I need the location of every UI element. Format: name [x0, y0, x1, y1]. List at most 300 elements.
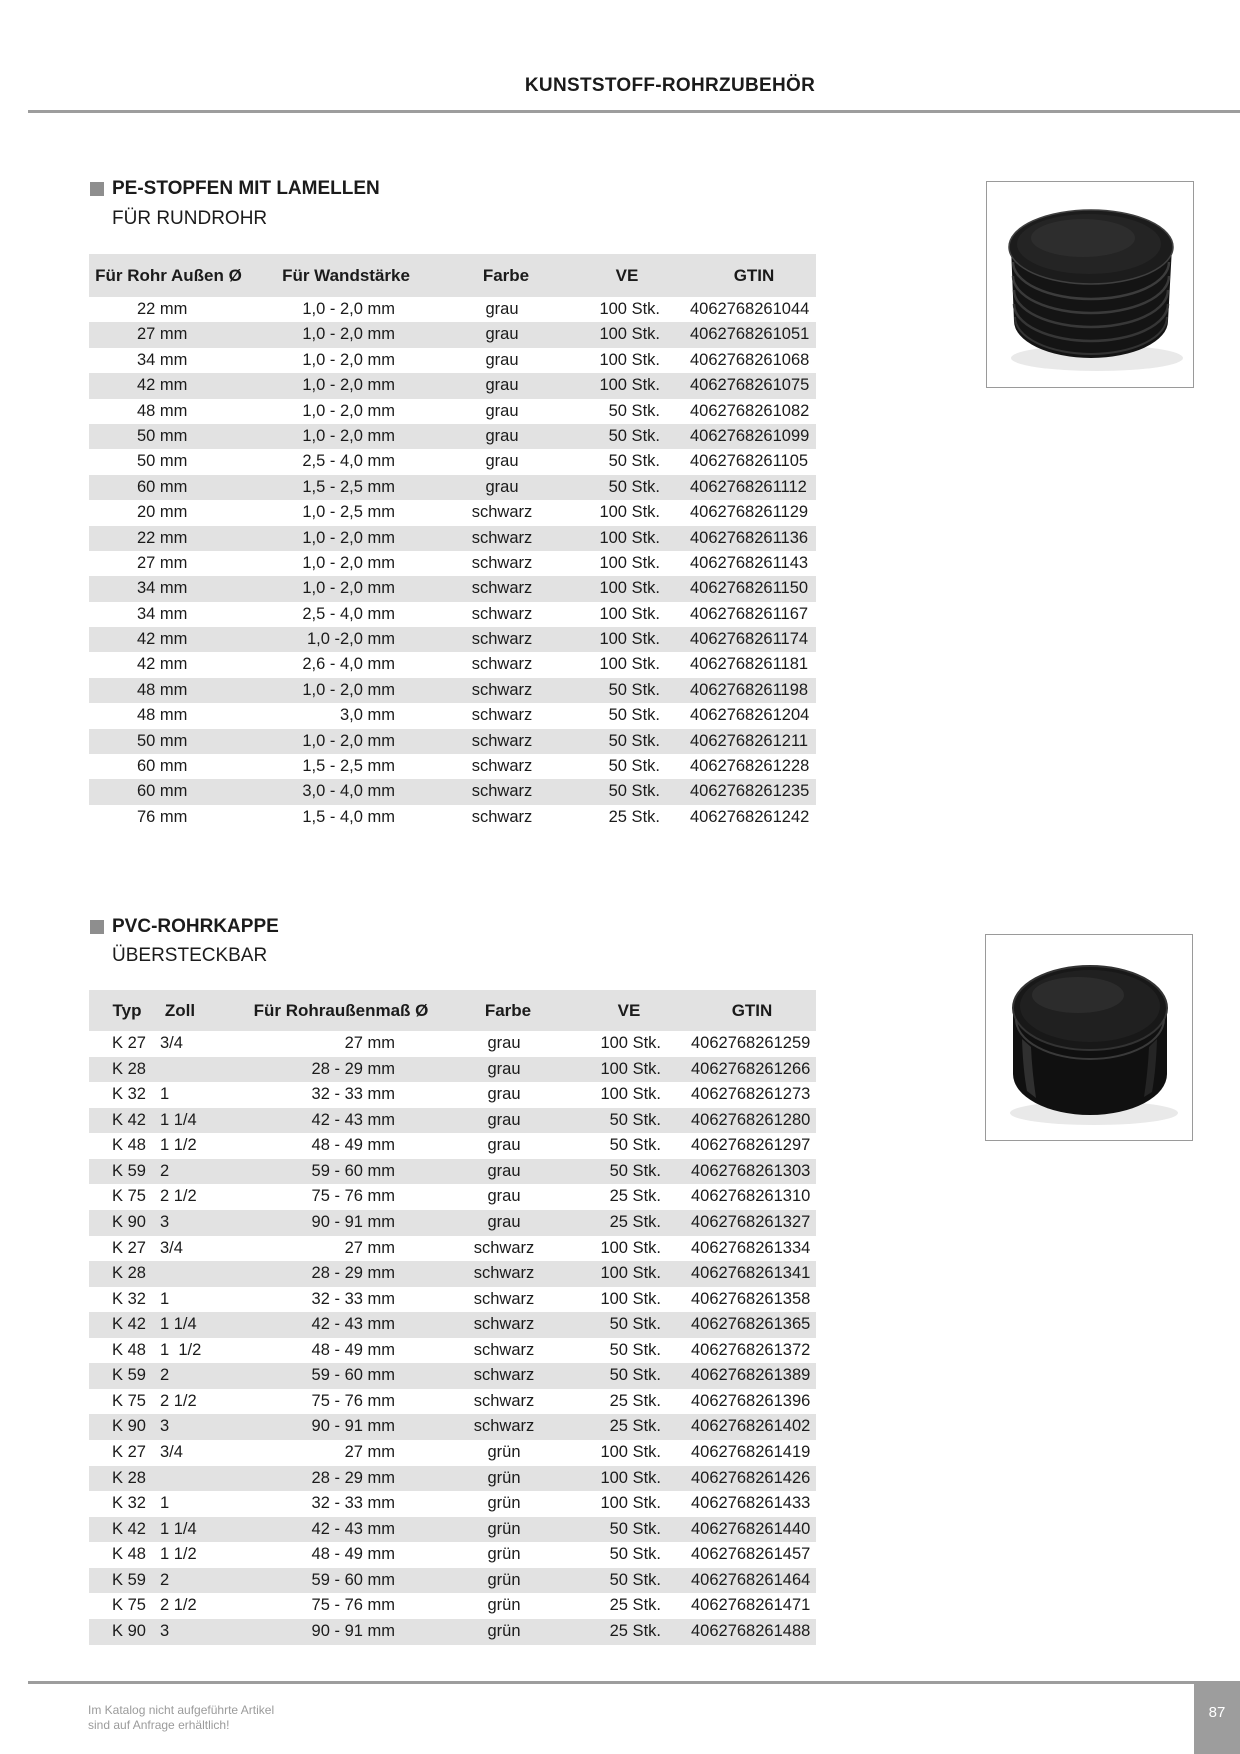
top-face-highlight — [1031, 219, 1135, 257]
cell-color: schwarz — [471, 655, 533, 674]
cell-packing-unit: 25 Stk. — [608, 807, 660, 826]
table-row — [89, 576, 816, 601]
cell-type: K 48 — [112, 1340, 146, 1359]
cell-wall-thickness: 3,0 mm — [339, 706, 395, 725]
cell-outer-diameter: 34 mm — [137, 604, 188, 623]
cell-packing-unit: 25 Stk. — [609, 1212, 661, 1231]
cell-wall-thickness: 1,0 - 2,0 mm — [302, 426, 395, 445]
cell-wall-thickness: 1,0 - 2,0 mm — [302, 579, 395, 598]
cell-color: schwarz — [473, 1391, 535, 1410]
cell-wall-thickness: 2,5 - 4,0 mm — [302, 452, 395, 471]
table-row — [89, 1236, 816, 1262]
cell-type: K 42 — [112, 1315, 146, 1334]
cell-inch-size: 3 — [160, 1212, 170, 1231]
cell-packing-unit: 100 Stk. — [599, 630, 660, 649]
column-header-gtin: GTIN — [733, 266, 775, 285]
cell-inch-size: 3/4 — [160, 1238, 183, 1257]
cell-wall-thickness: 1,5 - 2,5 mm — [302, 757, 395, 776]
cell-inch-size: 3/4 — [160, 1443, 183, 1461]
cell-gtin: 4062768261099 — [690, 426, 810, 445]
cell-color: grün — [487, 1519, 521, 1538]
table-row — [89, 1159, 816, 1185]
cell-packing-unit: 100 Stk. — [599, 553, 660, 572]
cell-wall-thickness: 1,5 - 4,0 mm — [302, 807, 395, 826]
cell-outer-diameter: 60 mm — [137, 782, 188, 801]
column-header-wall-thickness: Für Wandstärke — [282, 266, 410, 285]
cell-type: K 32 — [112, 1085, 146, 1104]
column-header-inch-size: Zoll — [164, 1001, 196, 1020]
cell-inch-size: 1 1/4 — [160, 1315, 197, 1334]
cell-wall-thickness: 2,6 - 4,0 mm — [302, 655, 395, 674]
cell-color: schwarz — [471, 604, 533, 623]
cell-type: K 27 — [112, 1443, 146, 1461]
plug-with-lamellae-image — [987, 182, 1193, 387]
cell-gtin: 4062768261341 — [691, 1264, 811, 1283]
table-row — [89, 1133, 816, 1159]
cell-packing-unit: 100 Stk. — [600, 1494, 661, 1513]
cell-packing-unit: 50 Stk. — [609, 1136, 661, 1155]
cell-pipe-outer-dimension: 32 - 33 mm — [311, 1289, 395, 1308]
table-row — [89, 1440, 816, 1466]
cell-gtin: 4062768261266 — [691, 1059, 811, 1078]
cell-gtin: 4062768261334 — [691, 1238, 811, 1257]
cell-color: grau — [485, 401, 519, 420]
cell-gtin: 4062768261464 — [691, 1570, 811, 1589]
cell-packing-unit: 100 Stk. — [600, 1468, 661, 1487]
table-row — [89, 1542, 816, 1568]
cell-type: K 75 — [112, 1596, 146, 1615]
cell-type: K 90 — [112, 1621, 146, 1640]
cell-color: grau — [485, 426, 519, 445]
cell-color: grau — [487, 1085, 521, 1104]
cell-packing-unit: 50 Stk. — [609, 1366, 661, 1385]
cell-gtin: 4062768261310 — [691, 1187, 811, 1206]
cell-pipe-outer-dimension: 59 - 60 mm — [311, 1570, 395, 1589]
cell-gtin: 4062768261396 — [691, 1391, 811, 1410]
cell-gtin: 4062768261198 — [690, 680, 809, 699]
table-row — [89, 526, 816, 551]
cell-packing-unit: 100 Stk. — [600, 1085, 661, 1104]
cell-packing-unit: 100 Stk. — [599, 376, 660, 395]
cell-color: grau — [487, 1161, 521, 1180]
cell-outer-diameter: 42 mm — [137, 655, 188, 674]
table-row — [89, 1466, 816, 1492]
cell-packing-unit: 100 Stk. — [599, 655, 660, 674]
cell-color: schwarz — [471, 579, 533, 598]
cell-color: schwarz — [473, 1366, 535, 1385]
column-header-color: Farbe — [484, 1001, 532, 1020]
cell-packing-unit: 50 Stk. — [609, 1570, 661, 1589]
cell-gtin: 4062768261440 — [691, 1519, 811, 1538]
cell-color: grau — [485, 452, 519, 471]
pipe-cap-image — [986, 935, 1192, 1140]
cell-pipe-outer-dimension: 75 - 76 mm — [311, 1391, 395, 1410]
cell-wall-thickness: 1,0 - 2,0 mm — [302, 300, 395, 318]
cell-wall-thickness: 1,0 - 2,0 mm — [302, 350, 395, 369]
cell-type: K 42 — [112, 1110, 146, 1129]
table-row — [89, 652, 816, 677]
cell-color: schwarz — [473, 1315, 535, 1334]
table-row — [89, 627, 816, 652]
cell-inch-size: 3/4 — [160, 1034, 183, 1052]
table-body — [89, 297, 816, 830]
cell-packing-unit: 100 Stk. — [599, 604, 660, 623]
cell-inch-size: 3 — [160, 1621, 170, 1640]
product-table-pe-stopfen — [89, 254, 816, 830]
cell-gtin: 4062768261327 — [691, 1212, 811, 1231]
cell-color: schwarz — [471, 782, 533, 801]
footer-rule — [28, 1681, 1194, 1684]
cell-packing-unit: 50 Stk. — [608, 706, 660, 725]
table-row — [89, 754, 816, 779]
cell-outer-diameter: 27 mm — [137, 325, 188, 344]
cell-color: grün — [487, 1621, 521, 1640]
cell-wall-thickness: 1,0 - 2,0 mm — [302, 528, 395, 547]
cell-packing-unit: 50 Stk. — [608, 401, 660, 420]
section-bullet-square — [90, 182, 104, 196]
cell-gtin: 4062768261181 — [690, 655, 809, 674]
cell-type: K 28 — [112, 1468, 146, 1487]
table-row — [89, 475, 816, 500]
table-row — [89, 1338, 816, 1364]
cell-pipe-outer-dimension: 27 mm — [344, 1443, 395, 1461]
cell-packing-unit: 25 Stk. — [609, 1596, 661, 1615]
cell-inch-size: 1 — [160, 1494, 170, 1513]
cell-packing-unit: 100 Stk. — [599, 300, 660, 318]
cell-pipe-outer-dimension: 28 - 29 mm — [311, 1059, 395, 1078]
cell-outer-diameter: 48 mm — [137, 706, 188, 725]
cell-wall-thickness: 1,0 - 2,0 mm — [302, 680, 395, 699]
cell-color: grau — [487, 1212, 521, 1231]
cell-gtin: 4062768261259 — [691, 1034, 811, 1052]
footer-note-line: sind auf Anfrage erhältlich! — [88, 1717, 230, 1732]
cell-type: K 32 — [112, 1494, 146, 1513]
cell-packing-unit: 50 Stk. — [609, 1545, 661, 1564]
section-title: PVC-ROHRKAPPE — [112, 916, 279, 937]
table-row — [89, 1389, 816, 1415]
cell-wall-thickness: 1,0 - 2,0 mm — [302, 401, 395, 420]
cell-type: K 90 — [112, 1417, 146, 1436]
cell-color: grün — [487, 1443, 521, 1461]
cell-type: K 48 — [112, 1545, 146, 1564]
cell-packing-unit: 25 Stk. — [609, 1187, 661, 1206]
cell-pipe-outer-dimension: 42 - 43 mm — [311, 1519, 395, 1538]
cell-color: schwarz — [473, 1238, 535, 1257]
cell-gtin: 4062768261426 — [691, 1468, 811, 1487]
table-row — [89, 1287, 816, 1313]
table-row — [89, 1491, 816, 1517]
cell-color: grau — [487, 1110, 521, 1129]
cell-inch-size: 1 1/4 — [160, 1110, 197, 1129]
cell-color: grau — [485, 477, 519, 496]
footer-note — [88, 1703, 274, 1732]
header-rule — [28, 110, 1240, 113]
table-row — [89, 373, 816, 398]
cell-packing-unit: 100 Stk. — [600, 1443, 661, 1461]
cell-packing-unit: 100 Stk. — [599, 528, 660, 547]
product-table-pvc-rohrkappe — [89, 990, 816, 1645]
cell-gtin: 4062768261488 — [691, 1621, 811, 1640]
cell-packing-unit: 50 Stk. — [608, 731, 660, 750]
cell-inch-size: 1 — [160, 1085, 170, 1104]
product-photo-pvc-rohrkappe — [985, 934, 1193, 1141]
cell-type: K 48 — [112, 1136, 146, 1155]
top-face-highlight — [1032, 977, 1124, 1013]
table-row — [89, 1414, 816, 1440]
page-number-box — [1194, 1681, 1240, 1754]
cell-color: grau — [485, 350, 519, 369]
cell-packing-unit: 50 Stk. — [608, 680, 660, 699]
product-photo-pe-stopfen — [986, 181, 1194, 388]
plug-top-face — [1009, 210, 1173, 284]
table-row — [89, 678, 816, 703]
cell-pipe-outer-dimension: 90 - 91 mm — [311, 1417, 395, 1436]
cell-gtin: 4062768261242 — [690, 807, 810, 826]
table-row — [89, 399, 816, 424]
cell-outer-diameter: 48 mm — [137, 401, 188, 420]
cell-gtin: 4062768261297 — [691, 1136, 811, 1155]
table-row — [89, 1568, 816, 1594]
table-row — [89, 322, 816, 347]
cell-outer-diameter: 42 mm — [137, 376, 188, 395]
cell-inch-size: 3 — [160, 1417, 170, 1436]
cell-color: grau — [487, 1059, 521, 1078]
cell-packing-unit: 100 Stk. — [599, 325, 660, 344]
cell-inch-size: 1 1/2 — [160, 1136, 197, 1155]
cell-inch-size: 1 1/2 — [160, 1545, 197, 1564]
cell-type: K 59 — [112, 1570, 146, 1589]
cell-gtin: 4062768261150 — [690, 579, 809, 598]
cell-packing-unit: 50 Stk. — [608, 452, 660, 471]
table-row — [89, 1619, 816, 1645]
cell-color: grau — [487, 1034, 521, 1052]
cell-gtin: 4062768261280 — [691, 1110, 811, 1129]
cell-packing-unit: 25 Stk. — [609, 1391, 661, 1410]
table-row — [89, 1184, 816, 1210]
cell-packing-unit: 50 Stk. — [608, 426, 660, 445]
cell-color: schwarz — [471, 706, 533, 725]
column-header-packing-unit: VE — [615, 266, 639, 285]
cell-outer-diameter: 60 mm — [137, 757, 188, 776]
table-row — [89, 500, 816, 525]
cell-wall-thickness: 1,0 - 2,0 mm — [302, 376, 395, 395]
page-number: 87 — [1208, 1704, 1226, 1721]
cell-inch-size: 1 1/2 — [160, 1340, 202, 1359]
cell-gtin: 4062768261211 — [690, 731, 809, 750]
cell-packing-unit: 25 Stk. — [609, 1417, 661, 1436]
table-row — [89, 602, 816, 627]
cell-color: grün — [487, 1596, 521, 1615]
table-header — [89, 990, 816, 1031]
cell-packing-unit: 50 Stk. — [609, 1315, 661, 1334]
cell-color: grün — [487, 1545, 521, 1564]
cell-outer-diameter: 48 mm — [137, 680, 188, 699]
table-row — [89, 424, 816, 449]
cell-packing-unit: 100 Stk. — [600, 1289, 661, 1308]
cell-gtin: 4062768261105 — [690, 452, 809, 471]
cell-gtin: 4062768261112 — [690, 477, 807, 496]
cell-pipe-outer-dimension: 48 - 49 mm — [311, 1340, 395, 1359]
table-row — [89, 1031, 816, 1057]
cell-wall-thickness: 1,0 - 2,0 mm — [302, 553, 395, 572]
cell-wall-thickness: 2,5 - 4,0 mm — [302, 604, 395, 623]
section-subtitle: ÜBERSTECKBAR — [112, 945, 268, 966]
cell-gtin: 4062768261204 — [690, 706, 810, 725]
table-row — [89, 1082, 816, 1108]
cell-outer-diameter: 60 mm — [137, 477, 188, 496]
cell-packing-unit: 100 Stk. — [599, 350, 660, 369]
column-header-color: Farbe — [482, 266, 530, 285]
cell-color: schwarz — [471, 680, 533, 699]
cell-gtin: 4062768261044 — [690, 300, 810, 318]
cell-outer-diameter: 20 mm — [137, 503, 188, 522]
cell-color: grün — [487, 1468, 521, 1487]
column-header-gtin: GTIN — [731, 1001, 773, 1020]
cell-color: grau — [487, 1136, 521, 1155]
cell-color: grün — [487, 1494, 521, 1513]
cell-packing-unit: 100 Stk. — [600, 1059, 661, 1078]
cell-type: K 75 — [112, 1187, 146, 1206]
cell-color: grün — [487, 1570, 521, 1589]
cell-gtin: 4062768261402 — [691, 1417, 811, 1436]
section-title: PE-STOPFEN MIT LAMELLEN — [112, 178, 380, 199]
cell-outer-diameter: 50 mm — [137, 452, 188, 471]
table-row — [89, 1210, 816, 1236]
cell-pipe-outer-dimension: 42 - 43 mm — [311, 1110, 395, 1129]
table-row — [89, 1057, 816, 1083]
column-header-pipe-outer-dimension: Für Rohraußenmaß Ø — [253, 1001, 429, 1020]
cell-pipe-outer-dimension: 32 - 33 mm — [311, 1494, 395, 1513]
cell-gtin: 4062768261433 — [691, 1494, 811, 1513]
cell-type: K 28 — [112, 1059, 146, 1078]
cell-wall-thickness: 1,0 - 2,0 mm — [302, 731, 395, 750]
cell-type: K 27 — [112, 1238, 146, 1257]
table-row — [89, 703, 816, 728]
cell-color: grau — [485, 300, 519, 318]
cell-type: K 27 — [112, 1034, 146, 1052]
table-row — [89, 779, 816, 804]
cell-color: schwarz — [471, 630, 533, 649]
table-row — [89, 1108, 816, 1134]
cell-outer-diameter: 34 mm — [137, 350, 188, 369]
cell-pipe-outer-dimension: 90 - 91 mm — [311, 1621, 395, 1640]
table-row — [89, 348, 816, 373]
cell-inch-size: 2 — [160, 1366, 170, 1385]
cell-inch-size: 2 1/2 — [160, 1391, 197, 1410]
cell-packing-unit: 100 Stk. — [600, 1238, 661, 1257]
cell-color: grau — [487, 1187, 521, 1206]
cell-inch-size: 1 1/4 — [160, 1519, 197, 1538]
cell-color: schwarz — [473, 1264, 535, 1283]
cell-type: K 59 — [112, 1161, 146, 1180]
cell-type: K 90 — [112, 1212, 146, 1231]
cell-packing-unit: 50 Stk. — [608, 757, 660, 776]
cell-packing-unit: 50 Stk. — [608, 477, 660, 496]
cell-color: schwarz — [471, 757, 533, 776]
cell-color: schwarz — [471, 553, 533, 572]
table-header — [89, 254, 816, 297]
cell-pipe-outer-dimension: 75 - 76 mm — [311, 1596, 395, 1615]
footer-note-line: Im Katalog nicht aufgeführte Artikel — [88, 1703, 275, 1717]
cell-wall-thickness: 1,5 - 2,5 mm — [302, 477, 395, 496]
cell-outer-diameter: 42 mm — [137, 630, 188, 649]
section-subtitle: FÜR RUNDROHR — [112, 208, 268, 229]
cell-outer-diameter: 27 mm — [137, 553, 188, 572]
cell-wall-thickness: 3,0 - 4,0 mm — [302, 782, 395, 801]
cell-pipe-outer-dimension: 90 - 91 mm — [311, 1212, 395, 1231]
cell-gtin: 4062768261082 — [690, 401, 810, 420]
cell-wall-thickness: 1,0 -2,0 mm — [306, 630, 395, 649]
cell-gtin: 4062768261051 — [690, 325, 810, 344]
cell-gtin: 4062768261075 — [690, 376, 810, 395]
cell-packing-unit: 50 Stk. — [609, 1161, 661, 1180]
column-header-type: Typ — [112, 1001, 142, 1020]
table-row — [89, 1312, 816, 1338]
cell-packing-unit: 50 Stk. — [609, 1340, 661, 1359]
column-header-packing-unit: VE — [617, 1001, 641, 1020]
cell-packing-unit: 100 Stk. — [599, 503, 660, 522]
cell-gtin: 4062768261068 — [690, 350, 810, 369]
cell-outer-diameter: 22 mm — [137, 528, 188, 547]
cell-outer-diameter: 50 mm — [137, 426, 188, 445]
cell-gtin: 4062768261129 — [690, 503, 809, 522]
cell-packing-unit: 50 Stk. — [609, 1110, 661, 1129]
cell-pipe-outer-dimension: 59 - 60 mm — [311, 1366, 395, 1385]
table-row — [89, 551, 816, 576]
table-body — [89, 1031, 816, 1645]
cell-color: schwarz — [473, 1340, 535, 1359]
cell-pipe-outer-dimension: 59 - 60 mm — [311, 1161, 395, 1180]
cell-type: K 42 — [112, 1519, 146, 1538]
cell-gtin: 4062768261136 — [690, 528, 809, 547]
table-row — [89, 297, 816, 322]
cell-gtin: 4062768261471 — [691, 1596, 811, 1615]
cell-pipe-outer-dimension: 28 - 29 mm — [311, 1264, 395, 1283]
cell-pipe-outer-dimension: 42 - 43 mm — [311, 1315, 395, 1334]
cell-packing-unit: 100 Stk. — [600, 1034, 661, 1052]
cell-gtin: 4062768261457 — [691, 1545, 811, 1564]
cell-gtin: 4062768261303 — [691, 1161, 811, 1180]
cell-color: grau — [485, 376, 519, 395]
cell-type: K 28 — [112, 1264, 146, 1283]
cell-gtin: 4062768261167 — [690, 604, 809, 623]
cell-packing-unit: 100 Stk. — [599, 579, 660, 598]
cell-outer-diameter: 50 mm — [137, 731, 188, 750]
cell-pipe-outer-dimension: 27 mm — [344, 1238, 395, 1257]
cell-color: schwarz — [471, 807, 533, 826]
cell-type: K 75 — [112, 1391, 146, 1410]
table-row — [89, 1363, 816, 1389]
section-bullet-square — [90, 920, 104, 934]
cell-inch-size: 1 — [160, 1289, 170, 1308]
cell-gtin: 4062768261273 — [691, 1085, 811, 1104]
cell-pipe-outer-dimension: 48 - 49 mm — [311, 1136, 395, 1155]
cell-gtin: 4062768261372 — [691, 1340, 811, 1359]
cell-wall-thickness: 1,0 - 2,0 mm — [302, 325, 395, 344]
cell-color: schwarz — [471, 503, 533, 522]
cell-outer-diameter: 22 mm — [137, 300, 188, 318]
cell-color: grau — [485, 325, 519, 344]
table-row — [89, 729, 816, 754]
cell-pipe-outer-dimension: 48 - 49 mm — [311, 1545, 395, 1564]
cell-gtin: 4062768261389 — [691, 1366, 811, 1385]
cell-gtin: 4062768261365 — [691, 1315, 811, 1334]
cell-gtin: 4062768261419 — [691, 1443, 811, 1461]
table-row — [89, 1593, 816, 1619]
cell-pipe-outer-dimension: 27 mm — [344, 1034, 395, 1052]
cell-color: schwarz — [471, 528, 533, 547]
table-row — [89, 1517, 816, 1543]
